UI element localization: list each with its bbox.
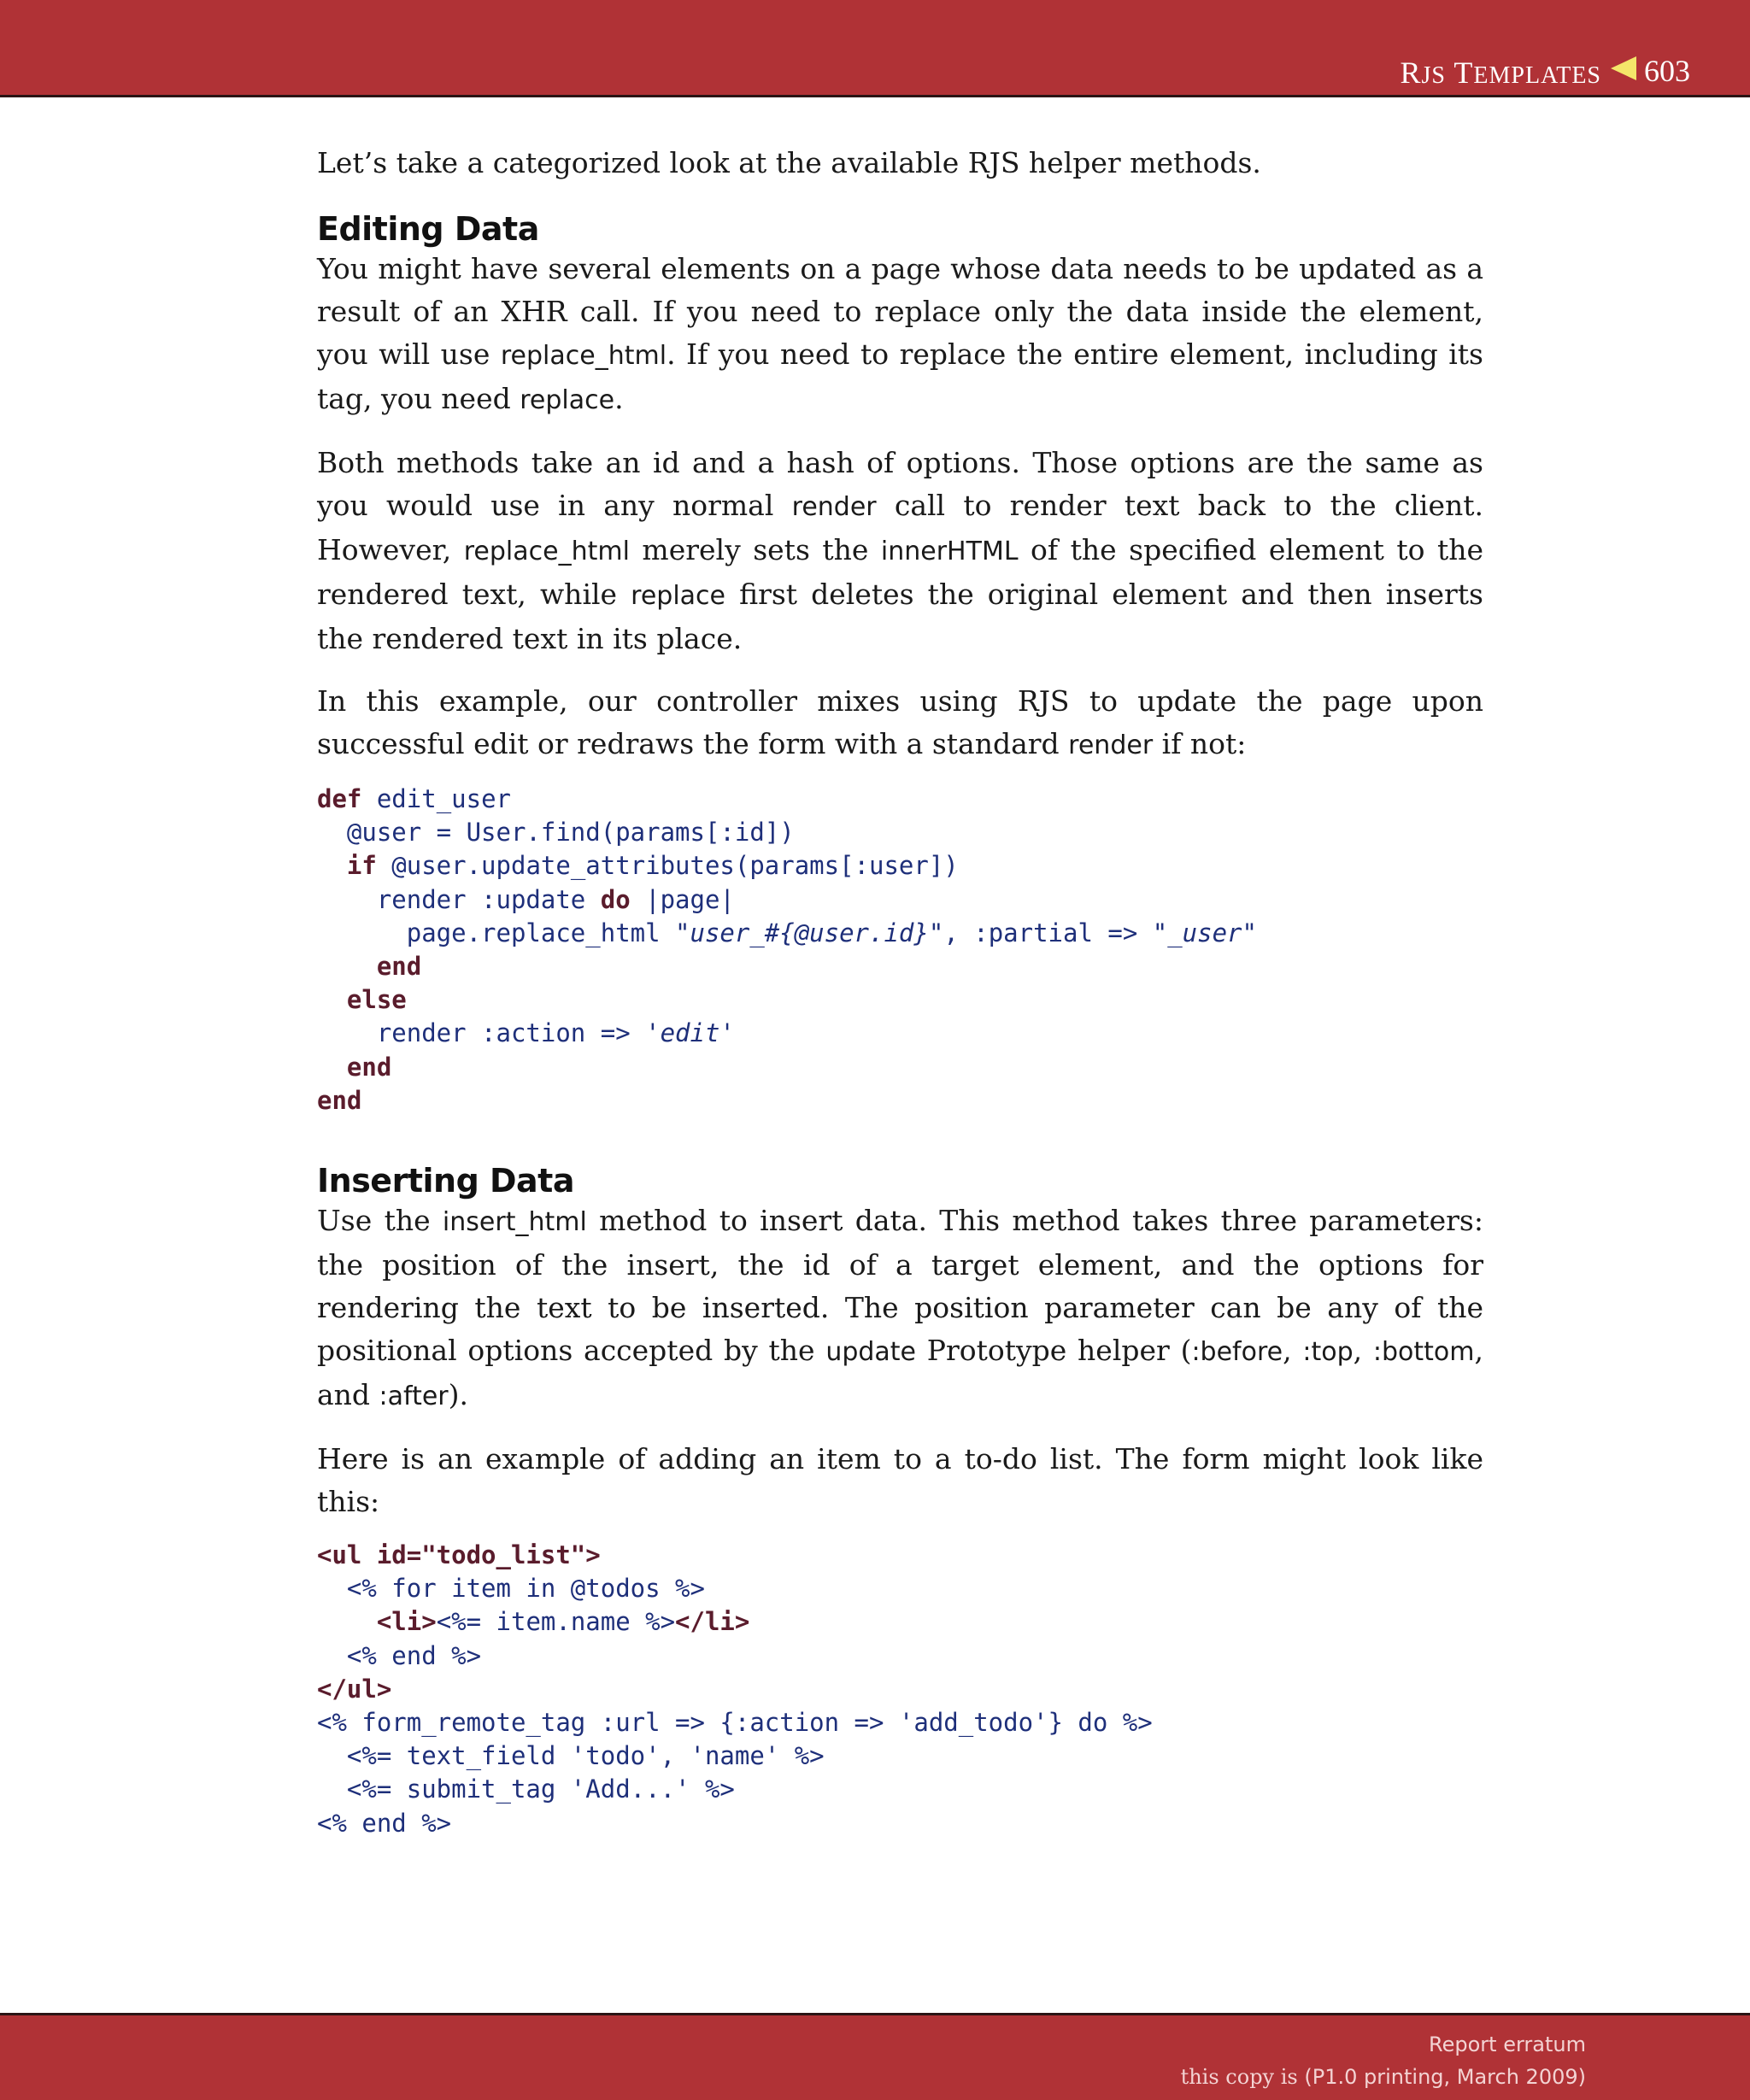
copy-info <box>1181 2065 1586 2089</box>
code-keyword: end <box>346 1052 392 1082</box>
code-line <box>317 1741 825 1770</box>
text-run: Prototype helper ( <box>916 1334 1192 1368</box>
editing-paragraph-3 <box>317 680 1483 767</box>
code-string: "user_#{@user.id}" <box>675 918 944 947</box>
code-text: <%= item.name %> <box>436 1607 676 1637</box>
code-line <box>317 1018 735 1047</box>
editing-paragraph-1 <box>317 248 1483 422</box>
section-heading-inserting: Inserting Data <box>317 1162 574 1200</box>
symbol-name: :before <box>1191 1337 1283 1368</box>
code-block-controller <box>317 783 1483 1117</box>
section-heading-editing: Editing Data <box>317 210 539 248</box>
text-run: merely sets the <box>629 533 881 566</box>
code-text <box>317 985 347 1014</box>
code-line <box>317 1774 735 1804</box>
running-title-part: T <box>1453 56 1474 90</box>
text-run: In this example, our controller mixes using RJS to update the page upon successful edit or redraws the form with a standard <box>317 684 1483 760</box>
code-line <box>317 1675 391 1704</box>
code-string: "_user" <box>1152 918 1257 947</box>
code-keyword: end <box>317 1085 362 1115</box>
symbol-name: :after <box>379 1381 449 1412</box>
code-keyword: do <box>600 884 631 914</box>
code-text <box>317 851 347 880</box>
code-text: <%= text_field 'todo', 'name' %> <box>317 1741 825 1771</box>
printing-info: (P1.0 printing, March 2009) <box>1304 2065 1586 2089</box>
code-keyword: else <box>346 985 407 1015</box>
running-title-part: JS <box>1421 62 1446 89</box>
editing-paragraph-2 <box>317 442 1483 660</box>
code-line <box>317 885 735 914</box>
inserting-paragraph-2: Here is an example of adding an item to a to-do list. The form might look like this: <box>317 1442 1483 1519</box>
code-text: <%= submit_tag 'Add...' %> <box>317 1774 735 1804</box>
method-name: render <box>791 492 877 522</box>
symbol-name: :top <box>1302 1337 1354 1368</box>
code-keyword: end <box>376 952 422 982</box>
page-number: 603 <box>1644 54 1690 88</box>
method-name: replace_html <box>463 537 630 566</box>
text-run: method to insert data. This method takes three parameters: the position of the insert, the id of a target element, and the options for rendering the text to be inserted. The position parameter can be any of the positional options accepted by the <box>317 1204 1483 1368</box>
code-line <box>317 1809 451 1838</box>
page-content <box>317 142 1483 1840</box>
page-header <box>0 0 1750 97</box>
code-line <box>317 1053 391 1082</box>
code-line <box>317 985 407 1014</box>
code-keyword: if <box>346 851 377 881</box>
code-line <box>317 1641 481 1670</box>
text-run: first deletes the original element and then inserts the rendered text in its place. <box>317 578 1483 655</box>
code-html-tag: </ul> <box>317 1674 392 1704</box>
running-title <box>1400 55 1601 91</box>
text-run: ). <box>448 1378 469 1412</box>
intro-paragraph: Let’s take a categorized look at the available RJS helper methods. <box>317 146 1261 179</box>
code-text: <% form_remote_tag :url => {:action => 'add_todo'} do %> <box>317 1708 1153 1738</box>
code-line <box>317 952 421 981</box>
code-line <box>317 1574 705 1603</box>
text-run: , <box>1283 1334 1303 1368</box>
code-text: <% for item in @todos %> <box>317 1574 705 1604</box>
text-run: Both methods take an id and a hash of options. Those options are the same as you would use in any normal <box>317 446 1483 522</box>
code-html-tag: <ul id="todo_list"> <box>317 1540 601 1570</box>
method-name: update <box>825 1337 917 1368</box>
code-line <box>317 784 511 813</box>
code-line <box>317 818 795 847</box>
text-run: Use the <box>317 1204 443 1238</box>
method-name: replace_html <box>500 341 667 371</box>
method-name: replace <box>631 581 726 611</box>
code-text: page.replace_html <box>317 918 676 947</box>
code-html-tag: <li> <box>376 1607 437 1637</box>
code-line <box>317 1607 749 1636</box>
method-name: render <box>1068 730 1154 760</box>
text-run: if not: <box>1153 727 1247 760</box>
inserting-paragraph-1 <box>317 1200 1483 1418</box>
code-text: render :action => <box>317 1018 646 1048</box>
method-name: insert_html <box>442 1207 587 1238</box>
code-text: edit_user <box>361 784 511 813</box>
code-text: <% end %> <box>317 1640 482 1670</box>
property-name: innerHTML <box>880 537 1019 566</box>
code-line <box>317 1086 361 1115</box>
code-text <box>317 1607 377 1636</box>
text-run: call to render text back to the client. However, <box>317 489 1483 566</box>
text-run: of the specified element to the rendered text, while <box>317 533 1483 611</box>
code-html-tag: </li> <box>675 1607 750 1637</box>
running-title-part: EMPLATES <box>1473 62 1601 89</box>
method-name: replace <box>520 385 615 415</box>
code-block-view <box>317 1539 1483 1840</box>
text-run: , and <box>317 1334 1483 1412</box>
back-arrow-icon <box>1611 56 1636 80</box>
running-title-part: R <box>1400 56 1422 90</box>
code-line <box>317 851 959 880</box>
text-run: . <box>614 382 624 415</box>
copy-prefix: this copy is <box>1180 2065 1305 2089</box>
text-run: . If you need to replace the entire element, including its tag, you need <box>317 337 1483 415</box>
code-line <box>317 1708 1153 1737</box>
code-line <box>317 1540 601 1569</box>
code-text: @user = User.find(params[:id]) <box>317 818 795 848</box>
symbol-name: :bottom <box>1372 1337 1475 1368</box>
code-text <box>317 1053 347 1082</box>
code-text: @user.update_attributes(params[:user]) <box>376 851 959 881</box>
text-run: You might have several elements on a page whose data needs to be updated as a result of an XHR call. If you need to replace only the data inside the element, you will use <box>317 252 1483 371</box>
code-text: render :update <box>317 884 601 914</box>
code-keyword: def <box>317 784 362 813</box>
code-text <box>317 952 377 981</box>
code-text: , :partial => <box>943 918 1153 947</box>
text-run: , <box>1353 1334 1373 1368</box>
code-string: 'edit' <box>645 1018 735 1048</box>
page-footer <box>0 2013 1750 2100</box>
report-erratum-link[interactable]: Report erratum <box>1429 2033 1586 2056</box>
code-text: <% end %> <box>317 1808 452 1838</box>
code-line <box>317 918 1257 947</box>
code-text: |page| <box>630 884 735 914</box>
